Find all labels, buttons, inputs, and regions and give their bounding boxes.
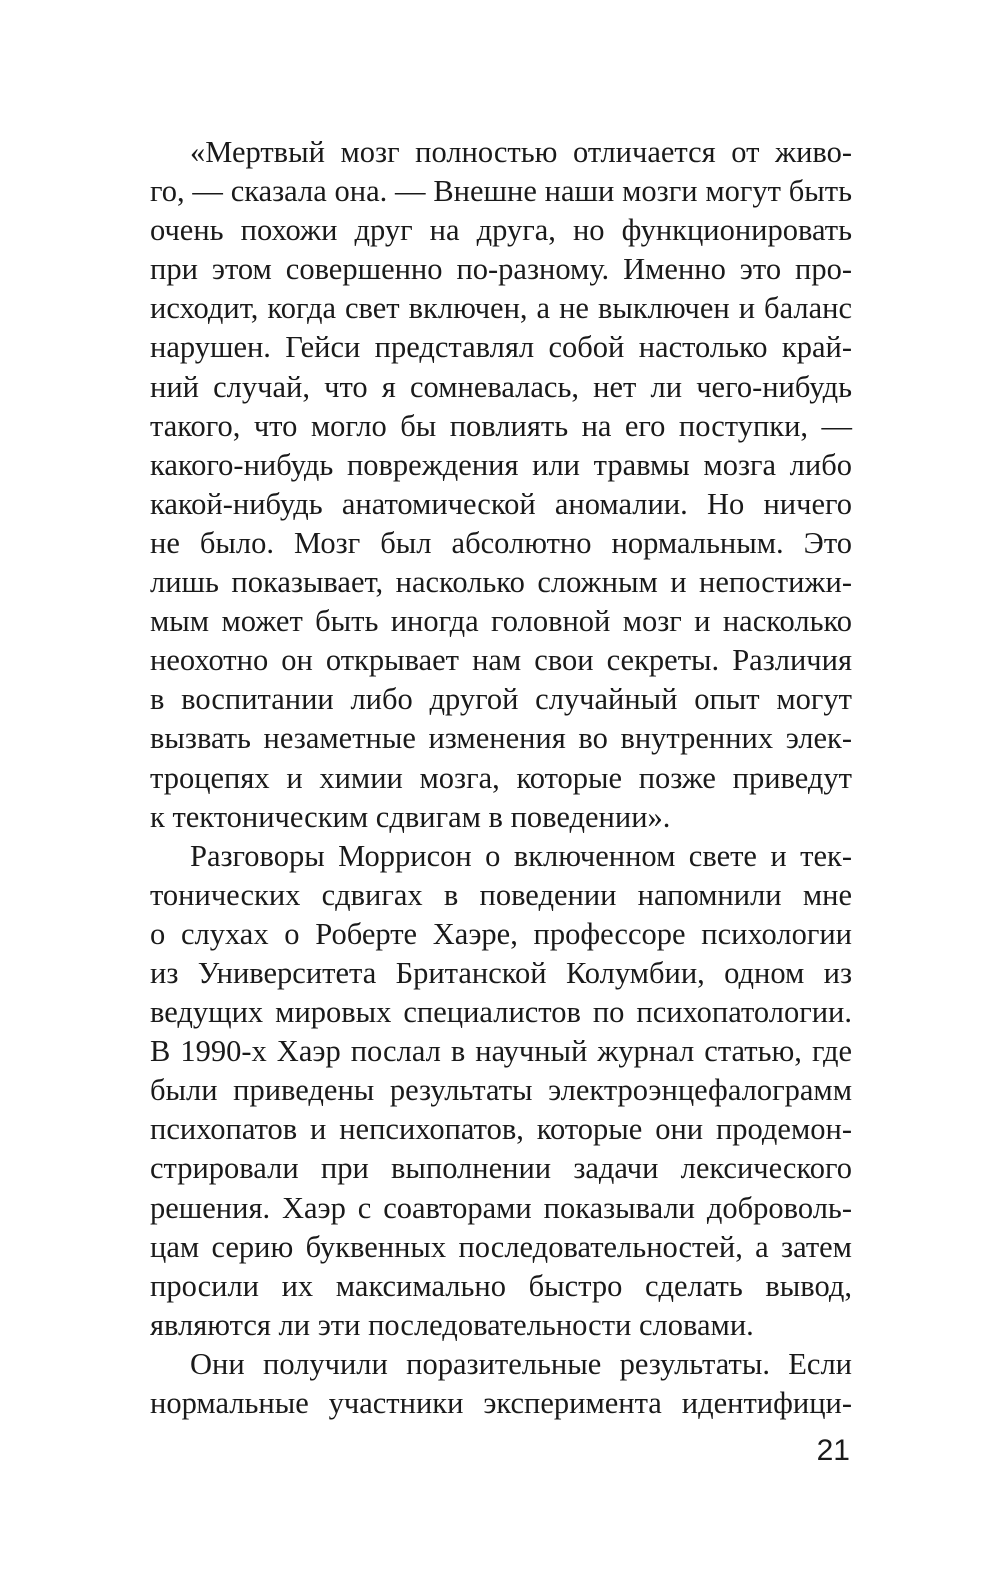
text-line: психопатов и непсихопатов, которые они продемон- [150, 1112, 852, 1147]
text-line: не было. Мозг был абсолютно нормальным. Это [150, 525, 852, 560]
text-line: мым может быть иногда головной мозг и насколько [150, 604, 852, 639]
text-line: решения. Хаэр с соавторами показывали доброволь- [150, 1190, 852, 1225]
text-line: какой-нибудь анатомической аномалии. Но ничего [150, 486, 852, 521]
text-line: такого, что могло бы повлиять на его поступки, — [150, 408, 852, 443]
text-line: в воспитании либо другой случайный опыт могут [150, 682, 852, 717]
text-line: были приведены результаты электроэнцефалограмм [150, 1073, 852, 1108]
text-line: «Мертвый мозг полностью отличается от живо- [190, 135, 852, 169]
text-line: ний случай, что я сомневалась, нет ли чего-нибудь [150, 369, 852, 404]
text-line: о слухах о Роберте Хаэре, профессоре психологии [150, 916, 852, 951]
text-line: лишь показывает, насколько сложным и непостижи- [150, 565, 852, 600]
text-line: очень похожи друг на друга, но функционировать [150, 213, 852, 248]
text-line: неохотно он открывает нам свои секреты. Различия [150, 643, 852, 678]
text-line: вызвать незаметные изменения во внутренних элек- [150, 721, 852, 756]
text-line: какого-нибудь повреждения или травмы мозга либо [150, 447, 852, 482]
text-line: го, — сказала она. — Внешне наши мозги могут быть [150, 174, 852, 209]
page-number: 21 [816, 1434, 850, 1467]
text-line: просили их максимально быстро сделать вывод, [150, 1268, 852, 1303]
text-line: тонических сдвигах в поведении напомнили мне [150, 877, 852, 912]
text-line: ведущих мировых специалистов по психопатологии. [150, 995, 852, 1030]
body-text [150, 133, 852, 1423]
text-line: являются ли эти последовательности словами. [150, 1307, 754, 1342]
text-line: нормальные участники эксперимента идентифици- [150, 1386, 852, 1420]
text-line: В 1990-х Хаэр послал в научный журнал статью, где [150, 1034, 852, 1069]
text-line: исходит, когда свет включен, а не выключен и баланс [150, 291, 852, 326]
text-line: троцепях и химии мозга, которые позже приведут [150, 760, 852, 795]
text-line: нарушен. Гейси представлял собой настолько край- [150, 330, 852, 365]
text-line: к тектоническим сдвигам в поведении». [150, 799, 671, 834]
text-line: из Университета Британской Колумбии, одном из [150, 955, 852, 990]
text-line: Они получили поразительные результаты. Если [190, 1346, 852, 1381]
text-line: при этом совершенно по-разному. Именно это про- [150, 252, 852, 287]
text-line: стрировали при выполнении задачи лексического [150, 1151, 852, 1186]
text-line: Разговоры Моррисон о включенном свете и тек- [190, 838, 852, 873]
text-line: цам серию буквенных последовательностей, а затем [150, 1229, 852, 1264]
